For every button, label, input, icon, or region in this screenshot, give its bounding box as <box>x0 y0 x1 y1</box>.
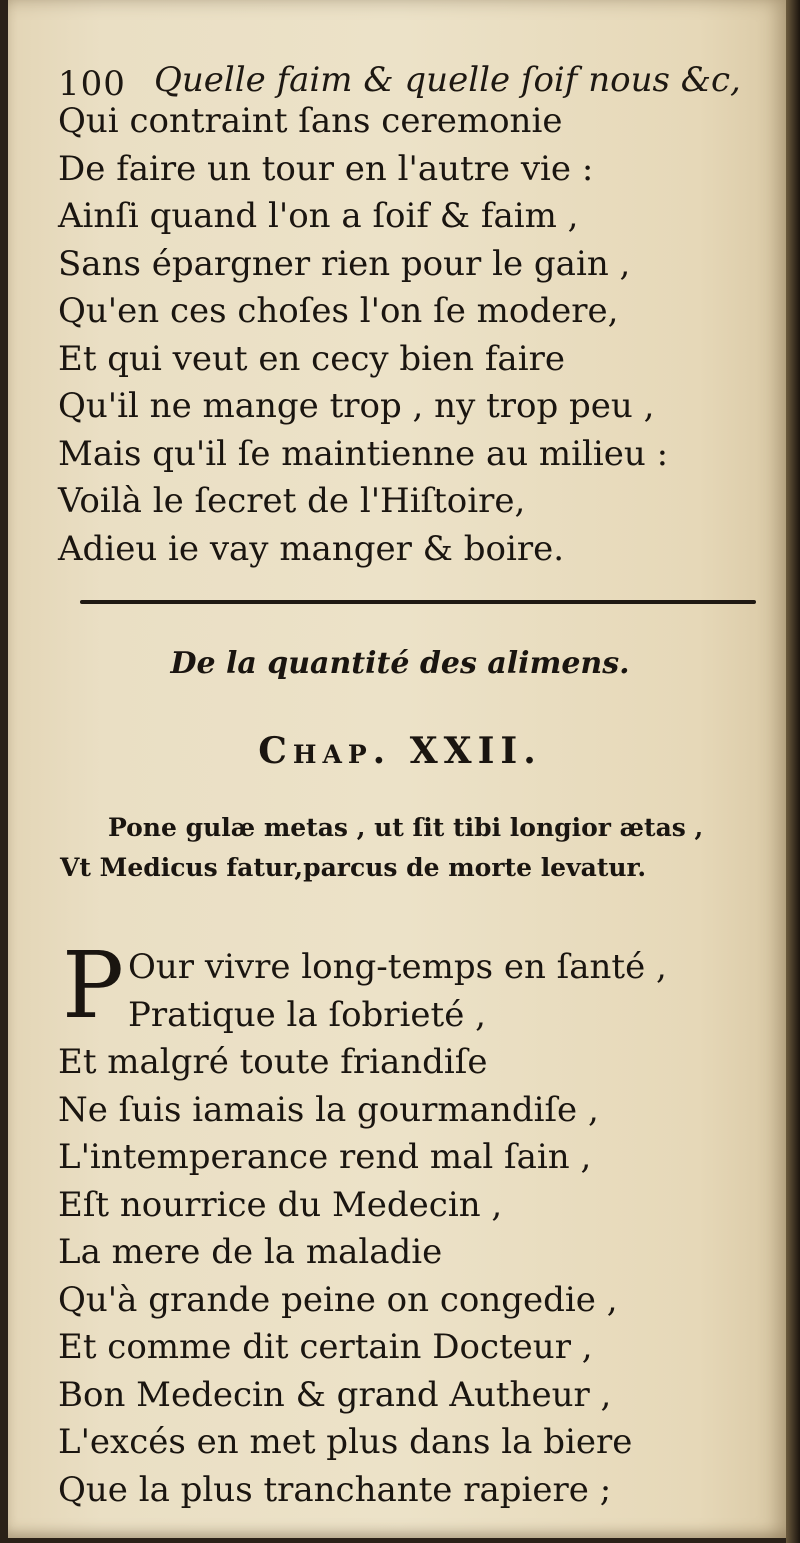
chapter-subject: De la quantité des alimens. <box>170 646 630 681</box>
verse-line: Mais qu'il ſe maintienne au milieu : <box>58 433 669 474</box>
epigraph-line: Vt Medicus fatur,parcus de morte levatur. <box>60 853 647 882</box>
verse-line: Ne ſuis iamais la gourmandiſe , <box>58 1089 599 1130</box>
page-number: 100 <box>58 64 126 104</box>
verse-line: Que la plus tranchante rapiere ; <box>58 1469 612 1510</box>
epigraph-line: Pone gulæ metas , ut ſit tibi longior ætas , <box>108 813 704 842</box>
verse-line: Adieu ie vay manger & boire. <box>58 528 565 569</box>
running-title: Quelle faim & quelle ſoif nous &c, <box>154 60 741 100</box>
latin-epigraph <box>60 808 703 888</box>
verse-line: Et comme dit certain Docteur , <box>58 1327 593 1367</box>
book-page <box>8 0 792 1538</box>
verse-line: La mere de la maladie <box>58 1232 443 1272</box>
verse-top <box>58 98 668 573</box>
verse-line: Et malgré toute friandiſe <box>58 1042 488 1082</box>
verse-bottom <box>58 944 667 1514</box>
verse-line: Voilà le ſecret de l'Hiſtoire, <box>58 481 526 521</box>
drop-cap: P <box>62 932 124 1039</box>
chapter-number: Chap. XXII. <box>258 730 542 772</box>
verse-line: Eſt nourrice du Medecin , <box>58 1184 503 1225</box>
book-spine-edge <box>786 0 800 1543</box>
verse-line: Sans épargner rien pour le gain , <box>58 243 631 284</box>
verse-line: L'intemperance rend mal ſain , <box>58 1137 592 1177</box>
verse-line: Pratique la ſobrieté , <box>128 994 486 1035</box>
verse-line: L'excés en met plus dans la biere <box>58 1422 633 1462</box>
verse-line: De faire un tour en l'autre vie : <box>58 148 594 189</box>
verse-line: Qu'il ne mange trop , ny trop peu , <box>58 386 655 426</box>
verse-line: Et qui veut en cecy bien faire <box>58 338 565 379</box>
verse-line: Our vivre long-temps en ſanté , <box>128 947 667 987</box>
verse-line: Qui contraint ſans ceremonie <box>58 101 563 141</box>
section-divider <box>80 600 756 604</box>
verse-line: Qu'en ces choſes l'on ſe modere, <box>58 291 619 331</box>
verse-line: Ainſi quand l'on a ſoif & faim , <box>58 196 579 236</box>
verse-line: Bon Medecin & grand Autheur , <box>58 1374 612 1415</box>
verse-line: Qu'à grande peine on congedie , <box>58 1279 618 1320</box>
